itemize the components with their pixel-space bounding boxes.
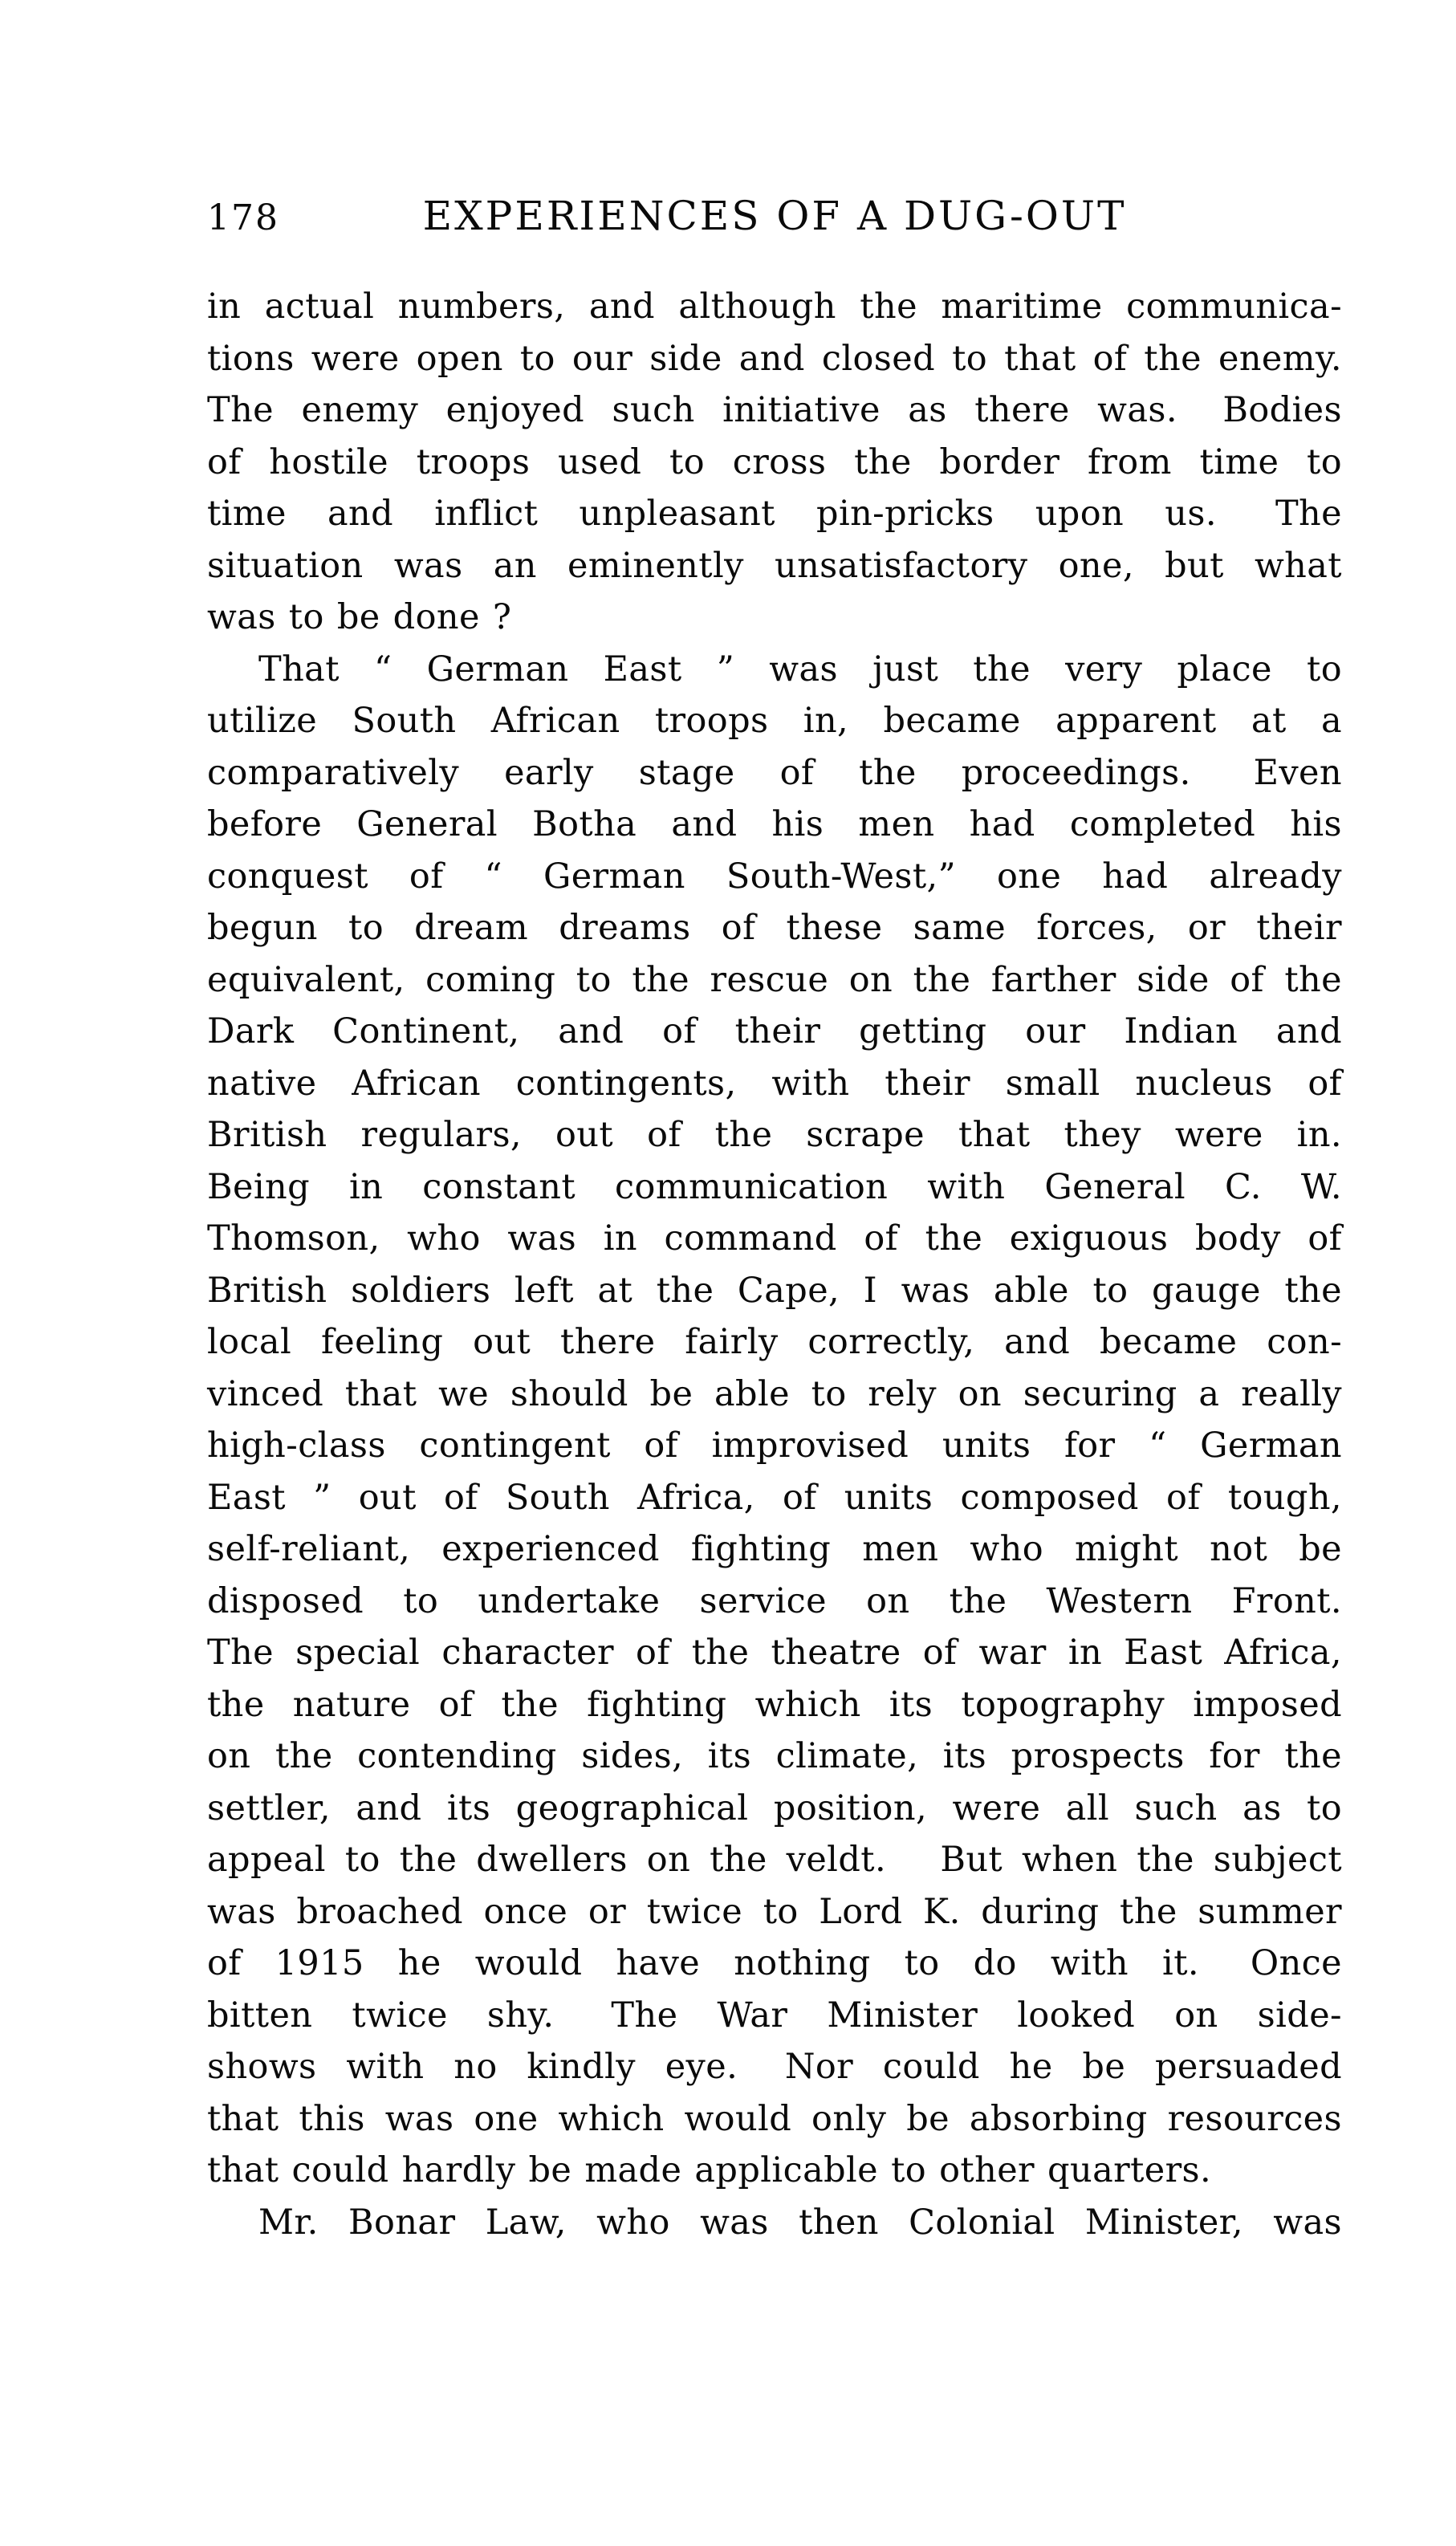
text-block — [207, 281, 1342, 2248]
page-number: 178 — [207, 197, 279, 238]
page-header-title: EXPERIENCES OF A DUG-OUT — [422, 193, 1127, 239]
text-line: conquest of “ German South-West,” one had already — [207, 856, 1342, 897]
text-line: British soldiers left at the Cape, I was able to gauge the — [207, 1270, 1342, 1311]
text-line: Mr. Bonar Law, who was then Colonial Minister, was — [258, 2202, 1342, 2243]
text-line: vinced that we should be able to rely on securing a really — [207, 1373, 1342, 1414]
text-line: bitten twice shy. The War Minister looked on side- — [207, 1995, 1342, 2036]
text-line: Dark Continent, and of their getting our Indian and — [207, 1011, 1342, 1051]
text-line: East ” out of South Africa, of units composed of tough, — [207, 1477, 1342, 1518]
text-line: shows with no kindly eye. Nor could he be persuaded — [207, 2047, 1342, 2087]
text-line: was to be done ? — [207, 597, 512, 637]
text-line: of 1915 he would have nothing to do with it. Once — [207, 1943, 1342, 1983]
text-line: utilize South African troops in, became apparent at a — [207, 701, 1342, 741]
text-line: That “ German East ” was just the very place to — [258, 649, 1342, 689]
text-line: begun to dream dreams of these same forces, or their — [207, 908, 1342, 948]
text-line: situation was an eminently unsatisfactory one, but what — [207, 545, 1342, 586]
text-line: was broached once or twice to Lord K. during the summer — [207, 1891, 1342, 1932]
text-line: appeal to the dwellers on the veldt. But when the subject — [207, 1840, 1342, 1880]
text-line: tions were open to our side and closed to that of the enemy. — [207, 338, 1342, 379]
text-line: local feeling out there fairly correctly, and became con- — [207, 1322, 1342, 1362]
text-line: the nature of the fighting which its topography imposed — [207, 1684, 1342, 1725]
text-line: before General Botha and his men had completed his — [207, 804, 1342, 844]
text-line: that could hardly be made applicable to other quarters. — [207, 2150, 1212, 2190]
text-line: native African contingents, with their small nucleus of — [207, 1063, 1342, 1104]
text-line: of hostile troops used to cross the border from time to — [207, 441, 1342, 482]
text-line: self-reliant, experienced fighting men who might not be — [207, 1529, 1342, 1569]
text-line: time and inflict unpleasant pin-pricks upon us. The — [207, 494, 1342, 534]
text-line: in actual numbers, and although the maritime communica- — [207, 287, 1342, 327]
text-line: The enemy enjoyed such initiative as there was. Bodies — [207, 390, 1342, 430]
text-line: disposed to undertake service on the Western Front. — [207, 1580, 1342, 1621]
text-line: settler, and its geographical position, were all such as to — [207, 1787, 1342, 1828]
text-line: equivalent, coming to the rescue on the farther side of the — [207, 959, 1342, 1000]
text-line: on the contending sides, its climate, its prospects for the — [207, 1736, 1342, 1776]
text-line: Thomson, who was in command of the exiguous body of — [207, 1218, 1342, 1259]
text-line: The special character of the theatre of war in East Africa, — [207, 1633, 1342, 1673]
running-head — [207, 194, 1342, 242]
text-line: Being in constant communication with General C. W. — [207, 1166, 1342, 1207]
text-line: high-class contingent of improvised units for “ German — [207, 1426, 1342, 1466]
text-line: comparatively early stage of the proceedings. Even — [207, 752, 1342, 793]
text-line: that this was one which would only be absorbing resources — [207, 2098, 1342, 2139]
text-line: British regulars, out of the scrape that they were in. — [207, 1115, 1342, 1155]
